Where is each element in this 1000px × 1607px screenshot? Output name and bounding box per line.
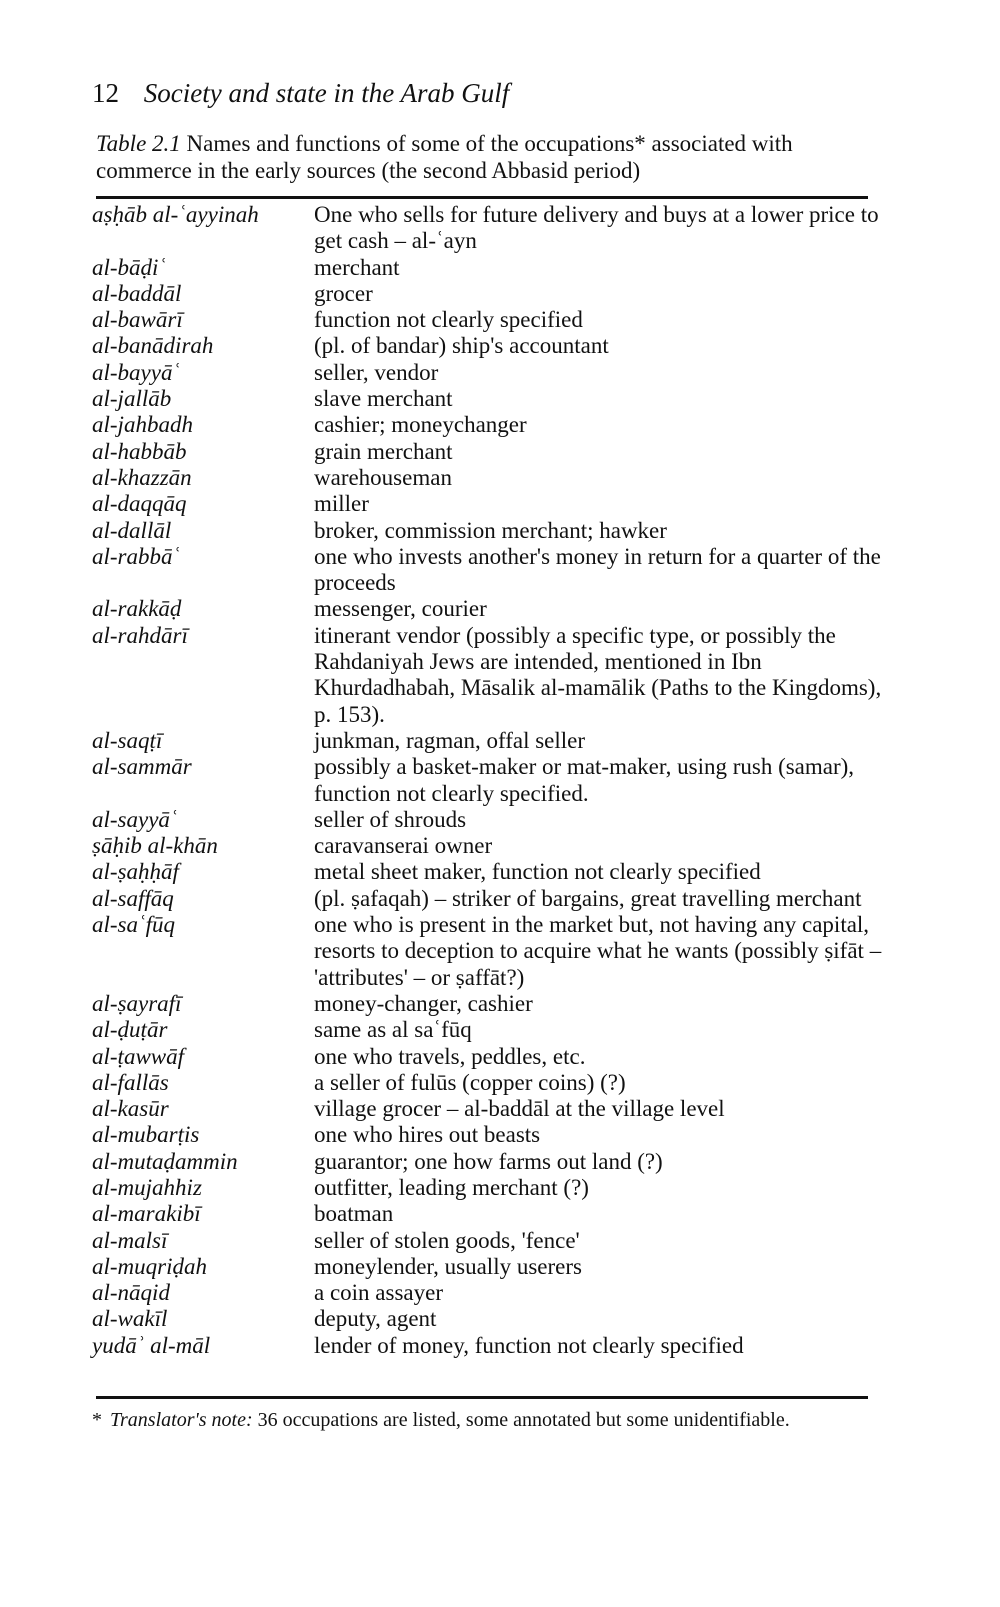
occupation-term: al-kasūr [92, 1096, 169, 1122]
occupation-definition: seller of stolen goods, 'fence' [314, 1227, 580, 1253]
translator-footnote [92, 1408, 872, 1432]
table-row [92, 386, 882, 412]
occupation-term: al-sammār [92, 754, 192, 780]
occupation-term: al-ṣaḥḥāf [92, 859, 179, 885]
occupation-definition: (pl. ṣafaqah) – striker of bargains, great travelling merchant [314, 885, 862, 911]
table-row [92, 1306, 882, 1332]
table-row [92, 518, 882, 544]
table-row [92, 465, 882, 491]
occupation-term: al-mutaḍammin [92, 1148, 238, 1174]
occupation-definition: village grocer – al-baddāl at the village level [314, 1096, 725, 1122]
table-row [92, 1017, 882, 1043]
occupation-term: ṣāḥib al-khān [92, 833, 218, 859]
occupation-term: al-malsī [92, 1227, 168, 1253]
footnote-text: 36 occupations are listed, some annotated but some unidentifiable. [252, 1409, 790, 1431]
occupation-term: al-dallāl [92, 517, 172, 543]
table-row [92, 1333, 882, 1359]
table-row [92, 912, 882, 991]
occupation-term: al-banādirah [92, 333, 214, 359]
occupation-definition: lender of money, function not clearly specified [314, 1332, 744, 1358]
occupation-definition: function not clearly specified [314, 307, 583, 333]
table-row [92, 307, 882, 333]
table-row [92, 1175, 882, 1201]
occupation-term: al-daqqāq [92, 491, 187, 517]
occupation-term: al-bayyāʿ [92, 359, 181, 385]
table-row [92, 412, 882, 438]
table-row [92, 1228, 882, 1254]
occupation-definition: one who travels, peddles, etc. [314, 1043, 586, 1069]
occupation-definition: slave merchant [314, 386, 453, 412]
occupation-definition: guarantor; one how farms out land (?) [314, 1148, 663, 1174]
occupation-term: al-baddāl [92, 280, 182, 306]
occupation-term: al-sayyāʿ [92, 806, 178, 832]
occupation-term: al-habbāb [92, 438, 187, 464]
footnote-label: Translator's note: [110, 1409, 253, 1431]
occupation-definition: one who invests another's money in return for a quarter of the proceeds [314, 543, 881, 596]
table-row [92, 1254, 882, 1280]
occupation-definition: moneylender, usually userers [314, 1253, 582, 1279]
table-row [92, 439, 882, 465]
occupation-definition: merchant [314, 254, 400, 280]
table-bottom-rule [96, 1396, 868, 1399]
occupation-term: al-mubarṭis [92, 1122, 200, 1148]
occupation-term: al-saffāq [92, 885, 174, 911]
occupation-term: al-rahdārī [92, 622, 188, 648]
table-row [92, 544, 882, 597]
table-row [92, 596, 882, 622]
occupation-definition: seller of shrouds [314, 806, 467, 832]
occupation-term: al-jallāb [92, 386, 172, 412]
table-row [92, 1044, 882, 1070]
occupation-term: al-fallās [92, 1069, 169, 1095]
table-row [92, 202, 882, 255]
occupation-term: al-ḍuṭār [92, 1017, 168, 1043]
table-row [92, 754, 882, 807]
occupation-definition: boatman [314, 1201, 394, 1227]
occupation-definition: one who is present in the market but, not having any capital, resorts to deception to acquire what he wants (possibly ṣifāt – 'attributes' – or ṣaffāt?) [314, 912, 882, 990]
occupation-definition: money-changer, cashier [314, 990, 533, 1016]
table-row [92, 886, 882, 912]
running-header [92, 76, 509, 110]
occupation-definition: broker, commission merchant; hawker [314, 517, 667, 543]
occupation-term: al-jahbadh [92, 412, 193, 438]
occupation-definition: junkman, ragman, offal seller [314, 727, 586, 753]
occupation-definition: metal sheet maker, function not clearly specified [314, 859, 761, 885]
occupation-term: al-saqṭī [92, 727, 163, 753]
table-caption-text: Names and functions of some of the occupations* associated with commerce in the early sources (the second Abbasid period) [96, 131, 793, 183]
occupation-definition: deputy, agent [314, 1306, 437, 1332]
occupation-definition: caravanserai owner [314, 833, 493, 859]
table-row [92, 255, 882, 281]
table-row [92, 1280, 882, 1306]
table-row [92, 333, 882, 359]
table-row [92, 833, 882, 859]
occupation-term: yudāʾ al-māl [92, 1332, 211, 1358]
occupation-definition: grocer [314, 280, 373, 306]
footnote-marker: * [92, 1409, 102, 1431]
occupation-term: al-rabbāʿ [92, 543, 181, 569]
occupation-definition: one who hires out beasts [314, 1122, 541, 1148]
table-row [92, 991, 882, 1017]
occupation-definition: warehouseman [314, 464, 452, 490]
table-row [92, 807, 882, 833]
occupation-definition: cashier; moneychanger [314, 412, 527, 438]
table-row [92, 623, 882, 728]
occupation-definition: One who sells for future delivery and buys at a lower price to get cash – al-ʿayn [314, 202, 879, 254]
occupation-definition: a coin assayer [314, 1280, 443, 1306]
occupation-term: al-bawārī [92, 307, 183, 333]
table-top-rule [96, 196, 868, 199]
table-row [92, 859, 882, 885]
occupation-definition: (pl. of bandar) ship's accountant [314, 333, 609, 359]
occupation-term: al-wakīl [92, 1306, 168, 1332]
occupation-term: aṣḥāb al-ʿayyinah [92, 202, 259, 227]
occupation-term: al-mujahhiz [92, 1174, 202, 1200]
table-row [92, 281, 882, 307]
table-row [92, 1096, 882, 1122]
occupation-definition: miller [314, 491, 369, 517]
table-caption [96, 130, 886, 184]
occupation-definition: a seller of fulūs (copper coins) (?) [314, 1069, 626, 1095]
occupation-term: al-marakibī [92, 1201, 201, 1227]
table-row [92, 1201, 882, 1227]
occupation-term: al-ṣayrafī [92, 990, 182, 1016]
occupation-term: al-nāqid [92, 1280, 170, 1306]
occupation-definition: grain merchant [314, 438, 453, 464]
table-row [92, 491, 882, 517]
occupation-term: al-bāḍiʿ [92, 254, 167, 280]
occupation-term: al-ṭawwāf [92, 1043, 185, 1069]
table-row [92, 728, 882, 754]
occupation-term: al-muqriḍah [92, 1253, 207, 1279]
table-label: Table 2.1 [96, 131, 181, 156]
table-row [92, 1149, 882, 1175]
occupation-term: al-khazzān [92, 464, 192, 490]
occupation-definition: outfitter, leading merchant (?) [314, 1174, 589, 1200]
occupation-definition: messenger, courier [314, 596, 487, 622]
occupation-term: al-saʿfūq [92, 912, 176, 938]
occupation-term: al-rakkāḍ [92, 596, 182, 622]
page-number: 12 [92, 78, 119, 108]
occupation-definition: itinerant vendor (possibly a specific type, or possibly the Rahdaniyah Jews are intended, mentioned in Ibn Khurdadhabah, Māsalik al-mamālik (Paths to the Kingdoms), p. 153). [314, 622, 882, 727]
table-row [92, 1122, 882, 1148]
occupation-definition: seller, vendor [314, 359, 439, 385]
running-title: Society and state in the Arab Gulf [143, 78, 510, 108]
table-row [92, 360, 882, 386]
table-row [92, 1070, 882, 1096]
occupation-definition: possibly a basket-maker or mat-maker, using rush (samar), function not clearly specified. [314, 754, 855, 806]
occupation-definition: same as al saʿfūq [314, 1017, 472, 1043]
occupations-table [92, 202, 882, 1359]
